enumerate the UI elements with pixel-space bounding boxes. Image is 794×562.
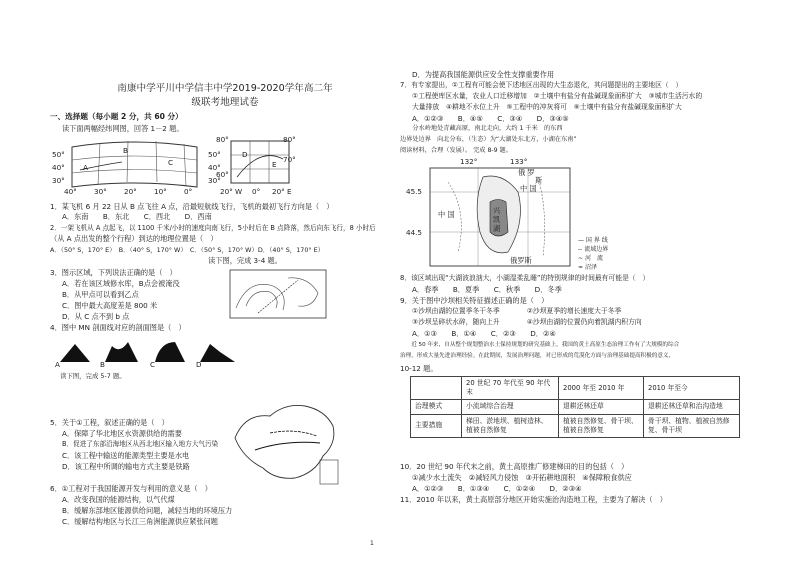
table-cell: 植被自然修复、骨干坝、植被自然修复 bbox=[559, 414, 644, 437]
q9-statements-1: ①沙坝由湖的位置季冬干冬季 ②沙坝夏季的增长速度大于冬季 bbox=[412, 307, 622, 315]
map1-lat-40: 40° bbox=[52, 163, 65, 172]
passage-2-line-1: 近 50 年来，自从整个规划整治水土保持规划的研究基础上，我国的黄土高原生态治理工作有了大规模的综合 bbox=[400, 342, 680, 348]
q2-options: A．（50° S，170° E） B．（40° S，170° W） C．（50° S，170° W）D．（40° S，170° E） bbox=[50, 246, 325, 254]
map2-point-e: E bbox=[272, 160, 277, 169]
question-11: 11．2010 年以来，黄土高原部分地区开始实施治沟造地工程，主要为了解决（ ） bbox=[400, 495, 667, 504]
title-line-2: 级联考地理试卷 bbox=[191, 97, 259, 109]
q7-options: A．①②③ B．④⑤ C．③④ D．③④⑤ bbox=[412, 114, 569, 123]
map1-lat-r-50: 50° bbox=[208, 150, 221, 159]
question-2-cont: （从 A 点出发的整个行程）到达的地理位置是（ ） bbox=[50, 234, 218, 243]
q3-option-a: A．若在该区域修水库，B点会被淹没 bbox=[62, 279, 180, 288]
question-3: 3．图示区域，下列说法正确的是（ ） bbox=[50, 268, 177, 277]
question-5: 5．关于①工程，叙述正确的是（ ） bbox=[50, 418, 169, 427]
q6-option-d: D．为提高我国能源供应安全性支撑重要作用 bbox=[412, 70, 555, 79]
governance-table bbox=[410, 376, 740, 438]
map2-lat-r-80: 80° bbox=[283, 135, 296, 144]
q6-option-b: B．缓解东部地区能源供给问题，减轻当地的环境压力 bbox=[62, 506, 233, 515]
map3-lake-label-2: 凯 bbox=[493, 215, 501, 224]
table-cell: 小流域综合治理 bbox=[462, 400, 559, 414]
q6-option-a: A．改变我国的能源结构，以气代煤 bbox=[62, 495, 175, 504]
map2-lat-70: 70° bbox=[283, 155, 296, 164]
map3-label-china-west: 中 国 bbox=[438, 210, 455, 219]
map3-lon-132: 132° bbox=[460, 157, 478, 166]
map2-point-d: D bbox=[242, 150, 248, 159]
passage-1-line-2: 边界处边界 向北分布，（生态）为“大湖处东北方，小湖在东南” bbox=[400, 136, 577, 143]
map3-lake-label-3: 湖 bbox=[493, 224, 501, 233]
legend-marsh-label: 沼泽 bbox=[584, 264, 597, 271]
q3-option-d: D．从 C 点不到 b 点 bbox=[62, 312, 130, 321]
map3-lon-133: 133° bbox=[510, 157, 528, 166]
contour-map bbox=[228, 268, 328, 320]
map3-label-russia-north: 俄 罗 bbox=[518, 168, 535, 177]
q10-options: A．①②③ B．①③④ C．①②④ D．②③④ bbox=[412, 484, 582, 493]
map1-lat-r-30: 30° bbox=[208, 176, 221, 185]
profile-c-label: C bbox=[150, 360, 156, 369]
map1-lon-0: 0° bbox=[184, 187, 193, 196]
q7-statement-2: 大量排放 ④耕地不水位上升 ⑤工程中的冲灰将可 ⑥土壤中有盐分有盐碱现象面积扩大 bbox=[412, 103, 682, 111]
q1-options: A．东南 B．东北 C．西北 D．西南 bbox=[62, 212, 212, 221]
table-header-cell: 2000 年至 2010 年 bbox=[559, 377, 644, 400]
legend-basin-label: 流域边界 bbox=[584, 246, 609, 253]
section-heading: 一、选择题（每小题 2 分，共 60 分） bbox=[50, 112, 183, 121]
table-cell: 退耕还林还草 bbox=[559, 400, 644, 414]
legend-border: — 国 界 线 bbox=[578, 237, 608, 244]
question-2: 2．一架飞机从 A 点起飞，以 1100 千米/小时的速度向南飞行，5小时后在 B 点降落，然后向东飞行，8 小时后 bbox=[50, 224, 376, 232]
question-7: 7．有专家提出，①工程有可能会使下述地区出现的大生态退化，其问题提出的主要地区（ ） bbox=[400, 81, 683, 89]
intro-5-7: 读下图，完成 5-7 题。 bbox=[60, 372, 126, 380]
section-intro: 读下面两幅经纬网图，回答 1－2 题。 bbox=[62, 124, 184, 133]
q3-option-b: B．从甲点可以看到乙点 bbox=[62, 290, 139, 299]
legend-river: ~ 河 流 bbox=[578, 255, 603, 262]
map1-point-c: C bbox=[168, 158, 174, 167]
map2-lat-80: 80° bbox=[216, 135, 229, 144]
map3-lat-44-5: 44.5 bbox=[406, 228, 423, 237]
profile-d-label: D bbox=[196, 360, 202, 369]
question-4: 4．图中 MN 剖面线对应的剖面图是（ ） bbox=[50, 323, 186, 332]
map1-lon-20: 20° bbox=[124, 187, 137, 196]
profile-b-label: B bbox=[100, 360, 105, 369]
legend-river-label: 河 流 bbox=[584, 255, 603, 262]
table-header-cell: 20 世纪 70 年代至 90 年代末 bbox=[462, 377, 559, 400]
title-line-1: 南康中学平川中学信丰中学2019-2020学年高二年 bbox=[117, 83, 333, 94]
question-6: 6．①工程对于我国能源开发与利用的意义是（ ） bbox=[50, 484, 212, 493]
passage-2-line-3: 10-12 题。 bbox=[400, 364, 438, 373]
q6-option-c: C．缓解结构地区与长江三角洲能源供应紧张问题 bbox=[62, 517, 218, 526]
legend-border-label: 国 界 线 bbox=[585, 237, 608, 244]
passage-1-line-1: 分水岭地处青藏高原，南北走向，大约 1 千米 的东西 bbox=[400, 125, 563, 132]
map3-label-china-north: 中 国 bbox=[520, 184, 537, 193]
q9-options: A．①③ B．①④ C．②③ D．②④ bbox=[412, 329, 556, 338]
profile-a-label: A bbox=[55, 360, 60, 369]
question-9: 9．关于图中沙坝相关特征描述正确的是（ ） bbox=[400, 296, 549, 305]
map3-label-russia-south: 俄罗斯 bbox=[510, 256, 532, 265]
map3-lake-label-1: 兴 bbox=[493, 206, 501, 215]
map1-lon-40: 40° bbox=[64, 187, 77, 196]
table-cell: 主要措施 bbox=[411, 414, 462, 437]
q9-statements-2: ③沙坝呈碎状水碎，随向上升 ④沙坝由湖的位置仍向着凯湖内积方向 bbox=[412, 318, 642, 326]
table-row bbox=[411, 414, 740, 437]
question-1: 1．某飞机 6 月 22 日从 B 点飞往 A 点，沿最短航线飞行，飞机的最初飞行方向是（ ） bbox=[50, 202, 334, 211]
legend-basin: -- 流域边界 bbox=[578, 246, 609, 253]
paper-title bbox=[80, 82, 370, 111]
map1-point-b: B bbox=[123, 146, 128, 155]
map1-lon-10: 10° bbox=[154, 187, 167, 196]
table-cell: 退耕还林还草和治沟造地 bbox=[644, 400, 740, 414]
page-number: 1 bbox=[370, 540, 374, 547]
map1-lat-30: 30° bbox=[52, 176, 65, 185]
map1-lat-50: 50° bbox=[52, 150, 65, 159]
map2-lon-0: 0° bbox=[252, 187, 261, 196]
table-header-cell: 2010 年至今 bbox=[644, 377, 740, 400]
q5-option-c: C．该工程中输送的能源类型主要是水电 bbox=[62, 451, 190, 460]
map2-lon-20e: 20° E bbox=[272, 187, 292, 196]
q5-option-b: B．促进了东部沿海地区从西北地区输入地方大气污染 bbox=[62, 440, 219, 448]
passage-2-line-2: 治理，形成大量先进治理经验。在此期间，发展治理问题，对已形成的荒漠化方面与治理基础提高积极的意义， bbox=[400, 353, 675, 359]
q10-statements: ①减少水土流失 ②减轻风力侵蚀 ③开拓耕地面积 ④保障粮食供应 bbox=[412, 473, 632, 482]
map3-lat-45-5: 45.5 bbox=[406, 187, 423, 196]
q5-option-d: D．该工程中所调的输电方式主要是铁路 bbox=[62, 462, 190, 471]
passage-1-line-3: 阅读材料，合理（发展）。 完成 8-9 题。 bbox=[400, 147, 512, 154]
map1-lat-r-40: 40° bbox=[208, 163, 221, 172]
table-cell: 治理模式 bbox=[411, 400, 462, 414]
map1-point-a: A bbox=[83, 163, 88, 172]
q5-option-a: A．保障了华北地区水资源供给的需要 bbox=[62, 429, 182, 438]
q3-option-c: C．图中最大高度差是 800 米 bbox=[62, 301, 158, 310]
legend-marsh: ≈ 沼泽 bbox=[578, 264, 597, 271]
table-header-cell bbox=[411, 377, 462, 400]
q7-statement-1: ①工程使库区水量，农业人口迁移增加 ②土壤中有盐分有盐碱现象面积扩大 ③城市生活污水的 bbox=[412, 92, 703, 100]
map2-lon-20w: 20° W bbox=[220, 187, 243, 196]
question-10: 10．20 世纪 90 年代末之前，黄土高原推广修建梯田的目的包括（ ） bbox=[400, 462, 629, 471]
question-8: 8．该区域出现“大湖波浪汹大，小湖湿柔乱睡”的特别规律的时间最有可能是（ ） bbox=[400, 274, 650, 282]
china-map bbox=[225, 398, 343, 488]
table-row bbox=[411, 400, 740, 414]
map2-lat-60: 60° bbox=[216, 170, 229, 179]
intro-3-4: 读下图，完成 3-4 题。 bbox=[50, 256, 282, 265]
table-header-row bbox=[411, 377, 740, 400]
q8-options: A．春季 B．夏季 C．秋季 D．冬季 bbox=[412, 285, 562, 294]
map3-legend bbox=[578, 236, 608, 272]
map3-label-russia-north-2: 斯 bbox=[535, 176, 543, 185]
table-cell: 梯田、淤地坝、植树造林、植被自然修复 bbox=[462, 414, 559, 437]
table-cell: 骨干坝、植物、植被自然修复、骨干坝 bbox=[644, 414, 740, 437]
map1-lon-30: 30° bbox=[94, 187, 107, 196]
